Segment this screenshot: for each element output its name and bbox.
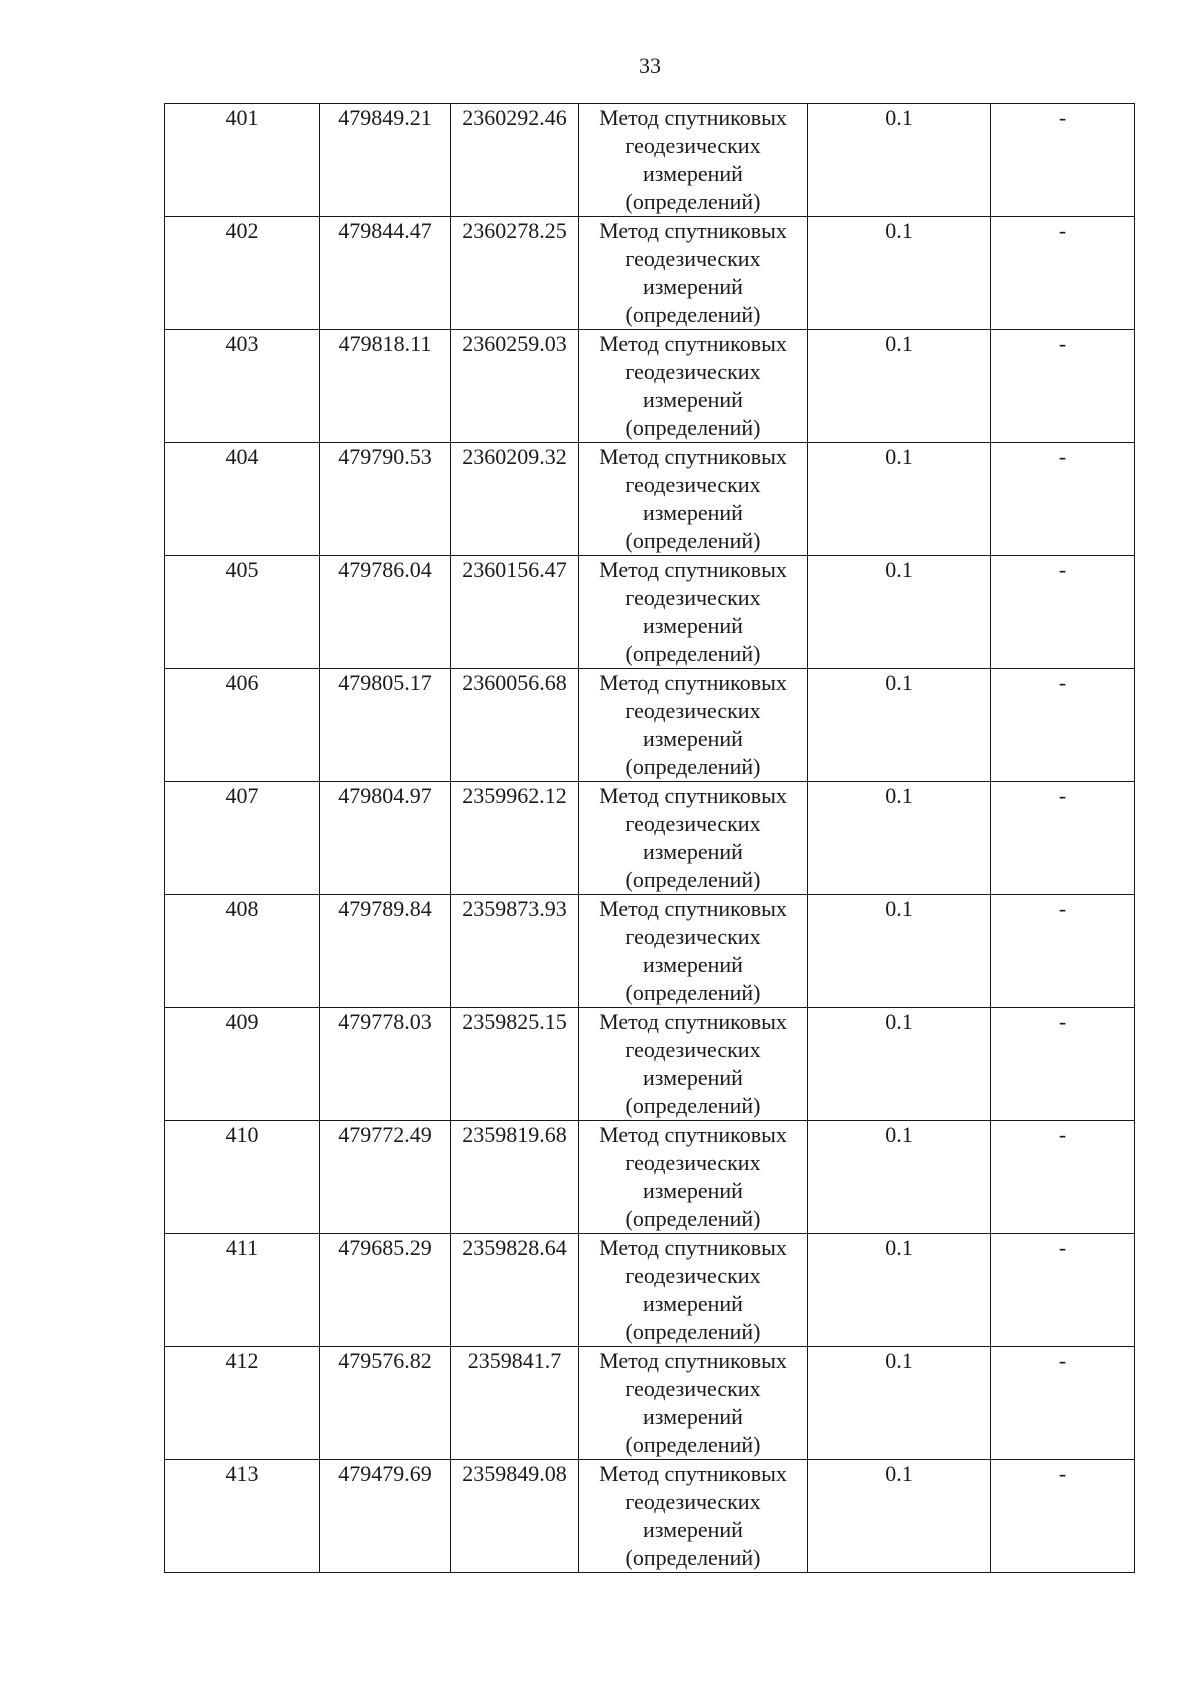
point-number-cell: 402	[165, 217, 320, 330]
point-number-cell: 403	[165, 330, 320, 443]
x-coordinate-cell: 479805.17	[320, 669, 451, 782]
method-text-line: измерений	[643, 274, 743, 299]
method-text-line: Метод спутниковых	[599, 1122, 787, 1147]
point-number-cell: 404	[165, 443, 320, 556]
method-text-line: геодезических	[625, 246, 761, 271]
method-text-line: (определений)	[625, 415, 761, 440]
note-cell: -	[991, 1008, 1135, 1121]
x-coordinate-cell: 479818.11	[320, 330, 451, 443]
method-text-line: измерений	[643, 161, 743, 186]
method-cell	[579, 669, 808, 782]
table-row	[165, 669, 1135, 782]
method-text-line: измерений	[643, 500, 743, 525]
point-number-cell: 409	[165, 1008, 320, 1121]
table-row	[165, 443, 1135, 556]
point-number-cell: 406	[165, 669, 320, 782]
method-text-line: Метод спутниковых	[599, 1461, 787, 1486]
accuracy-cell: 0.1	[808, 217, 991, 330]
table-row	[165, 1008, 1135, 1121]
method-text-line: Метод спутниковых	[599, 1348, 787, 1373]
note-cell: -	[991, 556, 1135, 669]
method-cell	[579, 556, 808, 669]
y-coordinate-cell: 2360259.03	[451, 330, 579, 443]
method-cell	[579, 1008, 808, 1121]
method-text-line: (определений)	[625, 867, 761, 892]
note-cell: -	[991, 669, 1135, 782]
x-coordinate-cell: 479685.29	[320, 1234, 451, 1347]
table-row	[165, 1121, 1135, 1234]
y-coordinate-cell: 2359841.7	[451, 1347, 579, 1460]
method-cell	[579, 895, 808, 1008]
point-number-cell: 401	[165, 104, 320, 217]
table-row	[165, 1347, 1135, 1460]
method-text-line: геодезических	[625, 811, 761, 836]
method-cell	[579, 1460, 808, 1573]
point-number-cell: 413	[165, 1460, 320, 1573]
point-number-cell: 405	[165, 556, 320, 669]
method-text-line: измерений	[643, 1517, 743, 1542]
method-text-line: Метод спутниковых	[599, 1235, 787, 1260]
method-text-line: Метод спутниковых	[599, 105, 787, 130]
accuracy-cell: 0.1	[808, 1008, 991, 1121]
note-cell: -	[991, 330, 1135, 443]
table-row	[165, 330, 1135, 443]
method-cell	[579, 1121, 808, 1234]
table-row	[165, 217, 1135, 330]
method-cell	[579, 330, 808, 443]
accuracy-cell: 0.1	[808, 1347, 991, 1460]
y-coordinate-cell: 2359819.68	[451, 1121, 579, 1234]
x-coordinate-cell: 479786.04	[320, 556, 451, 669]
method-text-line: (определений)	[625, 302, 761, 327]
coordinates-table	[164, 103, 1135, 1573]
method-text-line: Метод спутниковых	[599, 444, 787, 469]
y-coordinate-cell: 2360292.46	[451, 104, 579, 217]
x-coordinate-cell: 479844.47	[320, 217, 451, 330]
method-text-line: измерений	[643, 1404, 743, 1429]
method-cell	[579, 104, 808, 217]
method-text-line: Метод спутниковых	[599, 218, 787, 243]
method-text-line: (определений)	[625, 1545, 761, 1570]
note-cell: -	[991, 217, 1135, 330]
y-coordinate-cell: 2359873.93	[451, 895, 579, 1008]
note-cell: -	[991, 1234, 1135, 1347]
x-coordinate-cell: 479849.21	[320, 104, 451, 217]
note-cell: -	[991, 1121, 1135, 1234]
method-text-line: измерений	[643, 1291, 743, 1316]
x-coordinate-cell: 479804.97	[320, 782, 451, 895]
method-text-line: Метод спутниковых	[599, 670, 787, 695]
method-text-line: Метод спутниковых	[599, 331, 787, 356]
x-coordinate-cell: 479778.03	[320, 1008, 451, 1121]
page-number-text: 33	[639, 53, 661, 78]
method-text-line: измерений	[643, 387, 743, 412]
method-text-line: измерений	[643, 1178, 743, 1203]
method-text-line: Метод спутниковых	[599, 783, 787, 808]
method-text-line: геодезических	[625, 1150, 761, 1175]
accuracy-cell: 0.1	[808, 1234, 991, 1347]
method-text-line: измерений	[643, 952, 743, 977]
method-text-line: геодезических	[625, 1489, 761, 1514]
method-cell	[579, 217, 808, 330]
method-cell	[579, 782, 808, 895]
accuracy-cell: 0.1	[808, 895, 991, 1008]
y-coordinate-cell: 2359962.12	[451, 782, 579, 895]
point-number-cell: 407	[165, 782, 320, 895]
method-text-line: геодезических	[625, 1037, 761, 1062]
accuracy-cell: 0.1	[808, 556, 991, 669]
point-number-cell: 408	[165, 895, 320, 1008]
x-coordinate-cell: 479479.69	[320, 1460, 451, 1573]
table-row	[165, 782, 1135, 895]
x-coordinate-cell: 479790.53	[320, 443, 451, 556]
accuracy-cell: 0.1	[808, 104, 991, 217]
y-coordinate-cell: 2360278.25	[451, 217, 579, 330]
table-row	[165, 895, 1135, 1008]
accuracy-cell: 0.1	[808, 782, 991, 895]
page-number	[0, 52, 1200, 80]
method-text-line: геодезических	[625, 585, 761, 610]
y-coordinate-cell: 2359849.08	[451, 1460, 579, 1573]
method-text-line: (определений)	[625, 1093, 761, 1118]
note-cell: -	[991, 1460, 1135, 1573]
note-cell: -	[991, 104, 1135, 217]
method-cell	[579, 443, 808, 556]
table-row	[165, 104, 1135, 217]
y-coordinate-cell: 2359825.15	[451, 1008, 579, 1121]
method-text-line: (определений)	[625, 1432, 761, 1457]
point-number-cell: 412	[165, 1347, 320, 1460]
accuracy-cell: 0.1	[808, 330, 991, 443]
x-coordinate-cell: 479772.49	[320, 1121, 451, 1234]
x-coordinate-cell: 479789.84	[320, 895, 451, 1008]
method-text-line: измерений	[643, 726, 743, 751]
method-cell	[579, 1234, 808, 1347]
method-text-line: (определений)	[625, 980, 761, 1005]
method-text-line: (определений)	[625, 1319, 761, 1344]
method-text-line: (определений)	[625, 528, 761, 553]
method-text-line: геодезических	[625, 1263, 761, 1288]
method-text-line: геодезических	[625, 698, 761, 723]
accuracy-cell: 0.1	[808, 443, 991, 556]
method-text-line: измерений	[643, 1065, 743, 1090]
note-cell: -	[991, 895, 1135, 1008]
accuracy-cell: 0.1	[808, 1121, 991, 1234]
method-text-line: геодезических	[625, 133, 761, 158]
method-text-line: геодезических	[625, 359, 761, 384]
note-cell: -	[991, 1347, 1135, 1460]
method-cell	[579, 1347, 808, 1460]
method-text-line: Метод спутниковых	[599, 557, 787, 582]
method-text-line: (определений)	[625, 641, 761, 666]
point-number-cell: 410	[165, 1121, 320, 1234]
method-text-line: Метод спутниковых	[599, 1009, 787, 1034]
method-text-line: (определений)	[625, 189, 761, 214]
coordinates-table-body	[165, 104, 1135, 1573]
method-text-line: геодезических	[625, 924, 761, 949]
accuracy-cell: 0.1	[808, 669, 991, 782]
y-coordinate-cell: 2359828.64	[451, 1234, 579, 1347]
method-text-line: геодезических	[625, 472, 761, 497]
table-row	[165, 1460, 1135, 1573]
method-text-line: (определений)	[625, 1206, 761, 1231]
x-coordinate-cell: 479576.82	[320, 1347, 451, 1460]
y-coordinate-cell: 2360209.32	[451, 443, 579, 556]
note-cell: -	[991, 782, 1135, 895]
method-text-line: геодезических	[625, 1376, 761, 1401]
point-number-cell: 411	[165, 1234, 320, 1347]
method-text-line: Метод спутниковых	[599, 896, 787, 921]
method-text-line: измерений	[643, 613, 743, 638]
note-cell: -	[991, 443, 1135, 556]
method-text-line: (определений)	[625, 754, 761, 779]
method-text-line: измерений	[643, 839, 743, 864]
y-coordinate-cell: 2360056.68	[451, 669, 579, 782]
accuracy-cell: 0.1	[808, 1460, 991, 1573]
y-coordinate-cell: 2360156.47	[451, 556, 579, 669]
table-row	[165, 1234, 1135, 1347]
table-row	[165, 556, 1135, 669]
